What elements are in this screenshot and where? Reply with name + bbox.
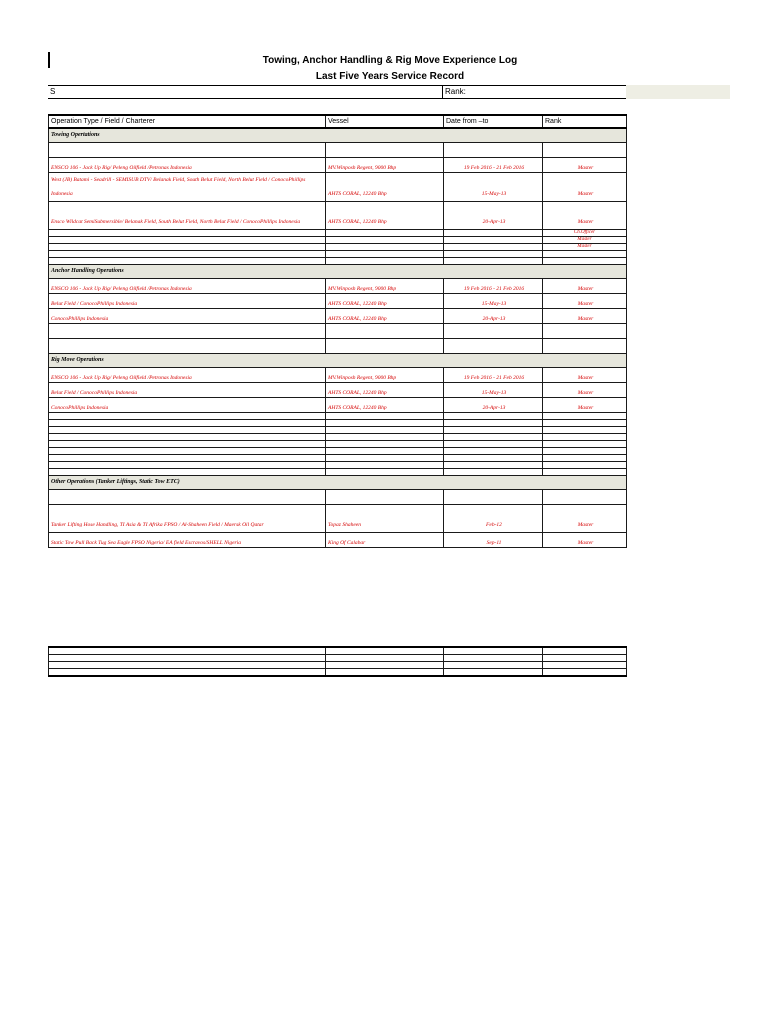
cell-rank[interactable]: Master bbox=[543, 202, 627, 230]
section-header-other-operations bbox=[49, 476, 627, 490]
column-header-operation: Operation Type / Field / Charterer bbox=[49, 115, 326, 128]
table-row bbox=[49, 434, 627, 441]
table-row bbox=[49, 469, 627, 476]
cell-rank[interactable]: Ch.Officer bbox=[543, 230, 627, 237]
table-row bbox=[49, 173, 627, 202]
cell-vessel[interactable]: AHTS CORAL, 12240 Bhp bbox=[326, 202, 444, 230]
table-row bbox=[49, 462, 627, 469]
section-header-anchor-handling bbox=[49, 265, 627, 279]
cell-vessel[interactable]: AHTS CORAL, 12240 Bhp bbox=[326, 383, 444, 398]
cell-rank[interactable]: Master bbox=[543, 309, 627, 324]
column-header-rank: Rank bbox=[543, 115, 627, 128]
table-row bbox=[49, 251, 627, 258]
cell-operation[interactable]: ENSCO 106 - Jack Up Rig/ Peleng Oilfield /Petronas Indonesia bbox=[49, 158, 326, 173]
section-header-towing bbox=[49, 128, 627, 143]
cell-operation[interactable]: ConocoPhillips Indonesia bbox=[49, 398, 326, 413]
table-row bbox=[49, 258, 627, 265]
column-header-date: Date from –to bbox=[444, 115, 543, 128]
name-rank-bar bbox=[48, 85, 626, 99]
cell-operation[interactable]: ENSCO 106 - Jack Up Rig/ Peleng Oilfield /Petronas Indonesia bbox=[49, 279, 326, 294]
cell-date[interactable]: 19 Feb 2016 - 21 Feb 2016 bbox=[444, 158, 543, 173]
table-row bbox=[49, 324, 627, 339]
table-row bbox=[49, 244, 627, 251]
table-row bbox=[49, 490, 627, 505]
name-field[interactable]: S bbox=[50, 87, 56, 96]
cell-vessel[interactable]: AHTS CORAL, 12240 Bhp bbox=[326, 173, 444, 202]
experience-table bbox=[48, 114, 627, 548]
cell-vessel[interactable]: Topaz Shaheen bbox=[326, 505, 444, 533]
cell-rank[interactable]: Master bbox=[543, 237, 627, 244]
cell-operation[interactable]: ConocoPhillips Indonesia bbox=[49, 309, 326, 324]
table-row bbox=[49, 383, 627, 398]
table-row bbox=[49, 455, 627, 462]
section-title: Towing Opertations bbox=[49, 128, 627, 143]
blank-table bbox=[48, 646, 627, 677]
table-row bbox=[49, 420, 627, 427]
divider bbox=[442, 86, 443, 98]
table-row bbox=[49, 158, 627, 173]
table-row bbox=[49, 505, 627, 533]
cell-rank[interactable]: Master bbox=[543, 383, 627, 398]
cell-date[interactable]: 19 Feb 2016 - 21 Feb 2016 bbox=[444, 368, 543, 383]
cell-vessel[interactable]: AHTS CORAL, 12240 Bhp bbox=[326, 294, 444, 309]
table-header-row bbox=[49, 115, 627, 128]
section-header-rig-move bbox=[49, 354, 627, 368]
section-title: Other Operations (Tanker Liftings, Static Tow ETC) bbox=[49, 476, 627, 490]
name-bar-extension bbox=[626, 85, 730, 99]
cell-operation[interactable]: West (JB) Batami - Seadrill - SEMISUB DTV/ Belanak Field, South Belut Field, North Belut Field / ConocoPhillips Indonesia bbox=[49, 173, 326, 202]
table-row bbox=[49, 237, 627, 244]
cell-rank[interactable]: Master bbox=[543, 505, 627, 533]
table-row bbox=[49, 427, 627, 434]
table-row bbox=[49, 294, 627, 309]
table-row bbox=[49, 655, 627, 662]
table-row bbox=[49, 662, 627, 669]
cell-date[interactable]: 19 Feb 2016 - 21 Feb 2016 bbox=[444, 279, 543, 294]
table-row bbox=[49, 669, 627, 677]
table-row bbox=[49, 368, 627, 383]
cell-operation[interactable]: Belut Field / ConocoPhillips Indonesia bbox=[49, 294, 326, 309]
table-row bbox=[49, 647, 627, 655]
cell-operation[interactable]: Static Tow Pull Back Tug Sea Eagle FPSO Nigeria/ EA field Escravos/SHELL Nigeria bbox=[49, 533, 326, 548]
cell-operation[interactable]: Belut Field / ConocoPhillips Indonesia bbox=[49, 383, 326, 398]
cell-vessel[interactable]: MV.Winposh Regent, 9000 Bhp bbox=[326, 158, 444, 173]
table-row bbox=[49, 441, 627, 448]
cell-rank[interactable]: Master bbox=[543, 368, 627, 383]
cell-vessel[interactable]: MV.Winposh Regent, 9000 Bhp bbox=[326, 279, 444, 294]
cell-rank[interactable]: Master bbox=[543, 158, 627, 173]
cell-rank[interactable]: Master bbox=[543, 279, 627, 294]
table-row bbox=[49, 143, 627, 158]
cell-rank[interactable]: Master bbox=[543, 294, 627, 309]
cell-date[interactable]: 15-May-13 bbox=[444, 294, 543, 309]
cell-date[interactable]: 20-Apr-13 bbox=[444, 202, 543, 230]
cell-date[interactable]: 15-May-13 bbox=[444, 383, 543, 398]
cell-vessel[interactable]: AHTS CORAL, 12240 Bhp bbox=[326, 398, 444, 413]
cell-date[interactable]: 15-May-13 bbox=[444, 173, 543, 202]
table-row bbox=[49, 398, 627, 413]
cell-date[interactable]: Feb-12 bbox=[444, 505, 543, 533]
cell-vessel[interactable]: King Of Calabar bbox=[326, 533, 444, 548]
cell-vessel[interactable]: MV.Winposh Regent, 9000 Bhp bbox=[326, 368, 444, 383]
cell-operation[interactable]: Tanker Lifting Hose Handling, TI Asia & TI Afrika FPSO / Al-Shaheen Field / Maersk Oil Qatar bbox=[49, 505, 326, 533]
cell-rank[interactable]: Master bbox=[543, 398, 627, 413]
document-subtitle: Last Five Years Service Record bbox=[315, 71, 465, 82]
cell-rank[interactable]: Master bbox=[543, 173, 627, 202]
column-header-vessel: Vessel bbox=[326, 115, 444, 128]
table-row bbox=[49, 230, 627, 237]
document-title: Towing, Anchor Handling & Rig Move Experience Log bbox=[262, 55, 518, 66]
table-row bbox=[49, 279, 627, 294]
section-title: Anchor Handling Operations bbox=[49, 265, 627, 279]
cell-vessel[interactable]: AHTS CORAL, 12240 Bhp bbox=[326, 309, 444, 324]
section-title: Rig Move Operations bbox=[49, 354, 627, 368]
table-row bbox=[49, 339, 627, 354]
cell-date[interactable]: 20-Apr-13 bbox=[444, 398, 543, 413]
cell-date[interactable]: 20-Apr-13 bbox=[444, 309, 543, 324]
cell-date[interactable]: Sep-11 bbox=[444, 533, 543, 548]
cell-rank[interactable]: Master bbox=[543, 244, 627, 251]
rank-label: Rank: bbox=[445, 87, 466, 96]
table-row bbox=[49, 413, 627, 420]
table-row bbox=[49, 448, 627, 455]
cell-operation[interactable]: Ensco Wildcat SemiSubmersible/ Belanak Field, South Belut Field, North Belut Field / ConocoPhillips Indonesia bbox=[49, 202, 326, 230]
table-row bbox=[49, 533, 627, 548]
text-cursor bbox=[48, 52, 50, 68]
table-row bbox=[49, 309, 627, 324]
table-row bbox=[49, 202, 627, 230]
cell-operation[interactable]: ENSCO 106 - Jack Up Rig/ Peleng Oilfield /Petronas Indonesia bbox=[49, 368, 326, 383]
cell-rank[interactable]: Master bbox=[543, 533, 627, 548]
